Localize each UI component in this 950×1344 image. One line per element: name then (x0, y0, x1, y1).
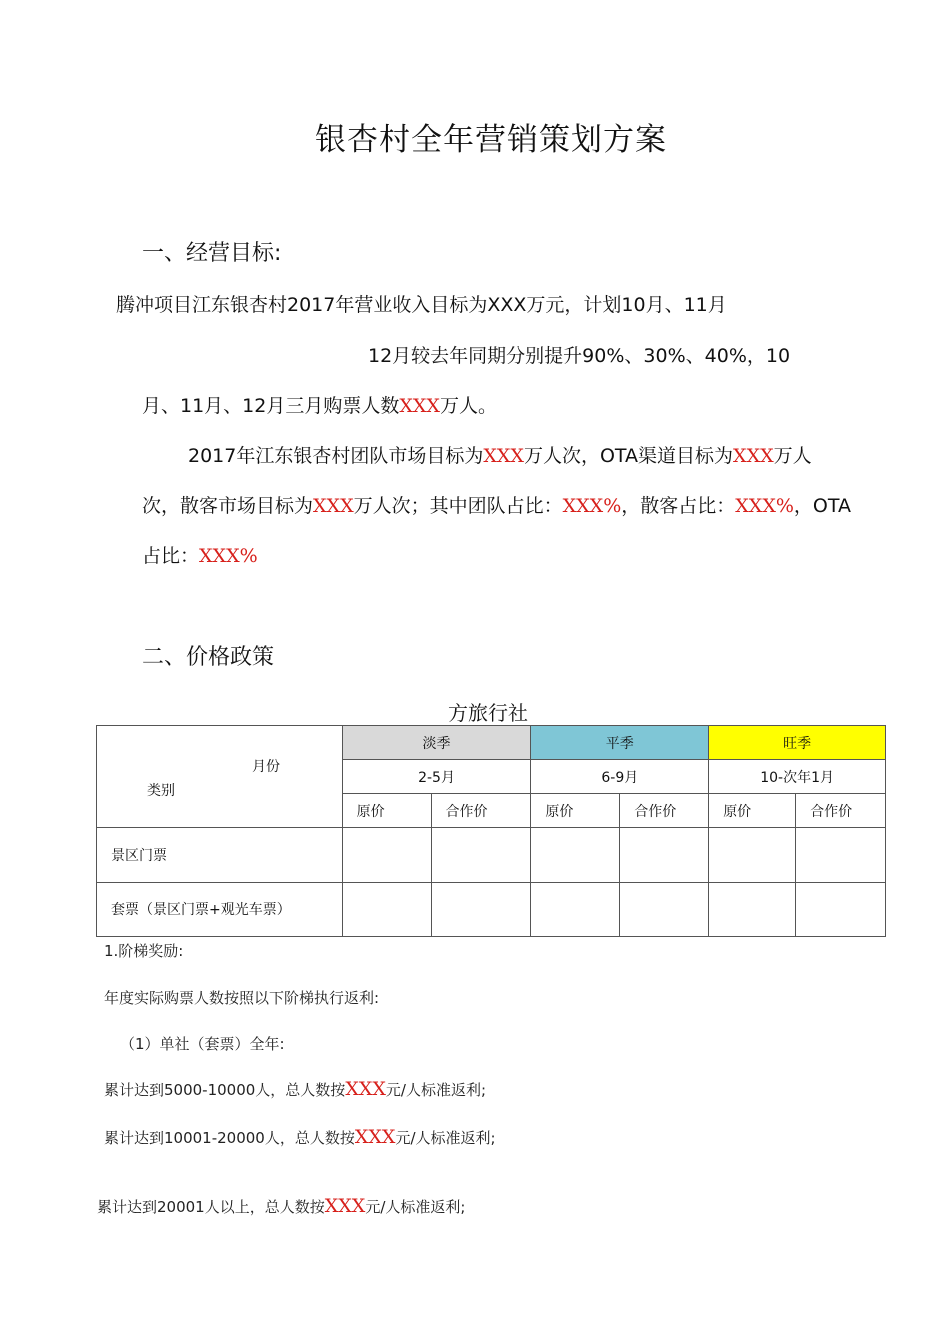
placeholder-value: XXX% (562, 495, 622, 517)
price-col-header: 原价 (342, 794, 431, 828)
placeholder-value: XXX (313, 495, 354, 517)
placeholder-value: XXX (345, 1078, 386, 1100)
price-col-header: 原价 (531, 794, 620, 828)
placeholder-value: XXX (399, 395, 440, 417)
table-cell (342, 882, 431, 936)
rebate-tier-3: 累计达到20001人以上，总人数按XXX元/人标准返利; (97, 1195, 466, 1217)
rebate-subtitle: （1）单社（套票）全年: (120, 1035, 285, 1053)
price-col-header: 合作价 (620, 794, 709, 828)
market-line-1: 2017年江东银杏村团队市场目标为XXX万人次，OTA渠道目标为XXX万人 (188, 445, 812, 467)
price-table (96, 725, 886, 937)
table-cell (709, 828, 796, 882)
table-row (97, 828, 886, 882)
category-header: 类别 (147, 783, 175, 799)
section-heading-goals: 一、经营目标: (142, 241, 282, 266)
table-cell (796, 828, 886, 882)
section-heading-pricing: 二、价格政策 (142, 645, 275, 670)
season-off-period: 2-5月 (342, 760, 531, 794)
rebate-intro: 年度实际购票人数按照以下阶梯执行返利: (104, 989, 380, 1007)
placeholder-value: XXX (324, 1195, 366, 1217)
goal-line-1: 腾冲项目江东银杏村2017年营业收入目标为XXX万元，计划10月、11月 (116, 294, 727, 316)
price-col-header: 原价 (709, 794, 796, 828)
placeholder-value: XXX (483, 445, 524, 467)
table-cell (709, 882, 796, 936)
month-header: 月份 (252, 759, 280, 775)
season-peak-period: 10-次年1月 (709, 760, 886, 794)
goal-line-3: 月、11月、12月三月购票人数XXX万人。 (142, 395, 497, 417)
row-label: 景区门票 (97, 828, 343, 882)
placeholder-value: XXX (354, 1126, 396, 1148)
table-cell (431, 882, 531, 936)
season-mid-header: 平季 (531, 726, 709, 760)
placeholder-value: XXX (733, 445, 774, 467)
table-cell (431, 828, 531, 882)
row-label: 套票（景区门票+观光车票） (97, 882, 343, 936)
placeholder-value: XXX% (735, 495, 794, 517)
page-title: 银杏村全年营销策划方案 (315, 122, 667, 158)
table-cell (342, 828, 431, 882)
rebate-title: 1.阶梯奖励: (104, 942, 184, 960)
price-col-header: 合作价 (796, 794, 886, 828)
table-cell (620, 882, 709, 936)
table-cell (531, 882, 620, 936)
table-caption: 方旅行社 (448, 701, 528, 725)
table-cell (796, 882, 886, 936)
rebate-tier-1: 累计达到5000-10000人，总人数按XXX元/人标准返利; (104, 1078, 487, 1100)
table-row (97, 882, 886, 936)
season-peak-header: 旺季 (709, 726, 886, 760)
market-line-3: 占比：XXX% (142, 545, 258, 567)
season-off-header: 淡季 (342, 726, 531, 760)
placeholder-value: XXX% (199, 545, 258, 567)
goal-line-2: 12月较去年同期分别提升90%、30%、40%，10 (368, 345, 791, 367)
table-cell (620, 828, 709, 882)
market-line-2: 次，散客市场目标为XXX万人次；其中团队占比：XXX%，散客占比：XXX%，OTA (142, 495, 852, 517)
header-corner-cell (97, 726, 343, 828)
season-mid-period: 6-9月 (531, 760, 709, 794)
table-cell (531, 828, 620, 882)
price-col-header: 合作价 (431, 794, 531, 828)
rebate-tier-2: 累计达到10001-20000人，总人数按XXX元/人标准返利; (104, 1126, 496, 1148)
